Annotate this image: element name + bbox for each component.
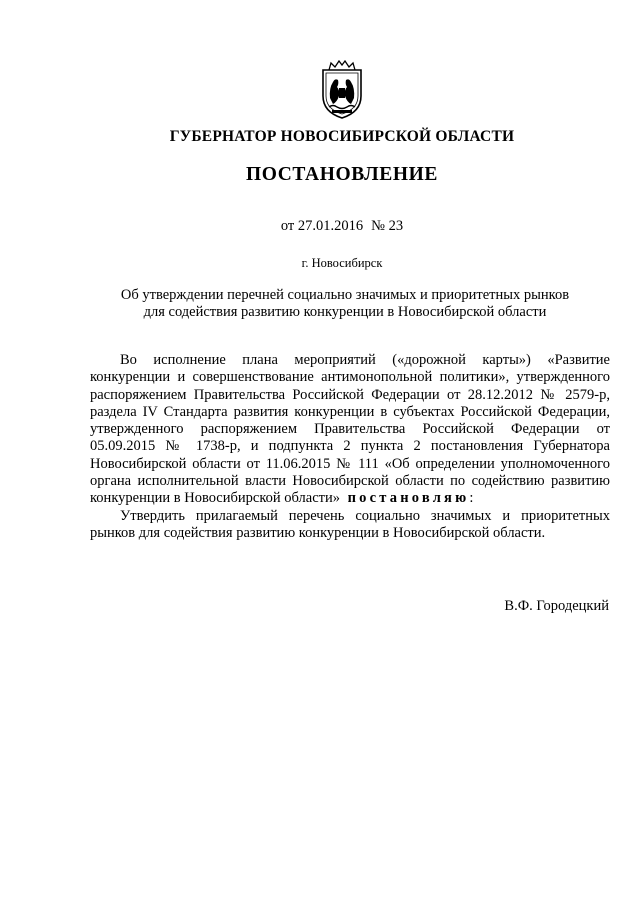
signature-name: В.Ф. Городецкий [504, 598, 609, 614]
body-paragraph-2: Утвердить прилагаемый перечень социально значимых и приоритетных рынков для содействия развитию конкуренции в Новосибирской области. [90, 507, 610, 541]
decree-word: постановляю [347, 490, 470, 507]
document-type: ПОСТАНОВЛЕНИЕ [245, 164, 439, 185]
body-paragraph-1 [90, 352, 610, 508]
document-date-number [0, 218, 640, 235]
preamble-text: Во исполнение плана мероприятий («дорожной карты») «Развитие конкуренции и совершенствование антимонопольной политики», утвержденного распоряжением Правительства Российской Федерации от 28.12.2012 № 2579-р, раздела IV Стандарта развития конкуренции в субъектах Российской Федерации, утвержденного распоряжением Правительства Российской Федерации от 05.09.2015 № 1738-р, и подпункта 2 пункта 2 постановления Губернатора Новосибирской области от 11.06.2015 № 111 «Об определении уполномоченного органа исполнительной власти Новосибирской области по содействию развитию конкуренции в Новосибирской области» [90, 352, 610, 507]
document-number: № 23 [371, 218, 404, 234]
document-body [90, 352, 610, 542]
subject-line-2: для содействия развитию конкуренции в Новосибирской области [143, 304, 547, 320]
decree-colon: : [469, 490, 474, 507]
document-date: от 27.01.2016 [280, 218, 364, 234]
document-subject [95, 287, 595, 321]
coat-of-arms-icon [317, 60, 367, 120]
document-city: г. Новосибирск [301, 256, 383, 270]
authority-title: ГУБЕРНАТОР НОВОСИБИРСКОЙ ОБЛАСТИ [169, 128, 515, 145]
subject-line-1: Об утверждении перечней социально значимых и приоритетных рынков [120, 287, 570, 303]
